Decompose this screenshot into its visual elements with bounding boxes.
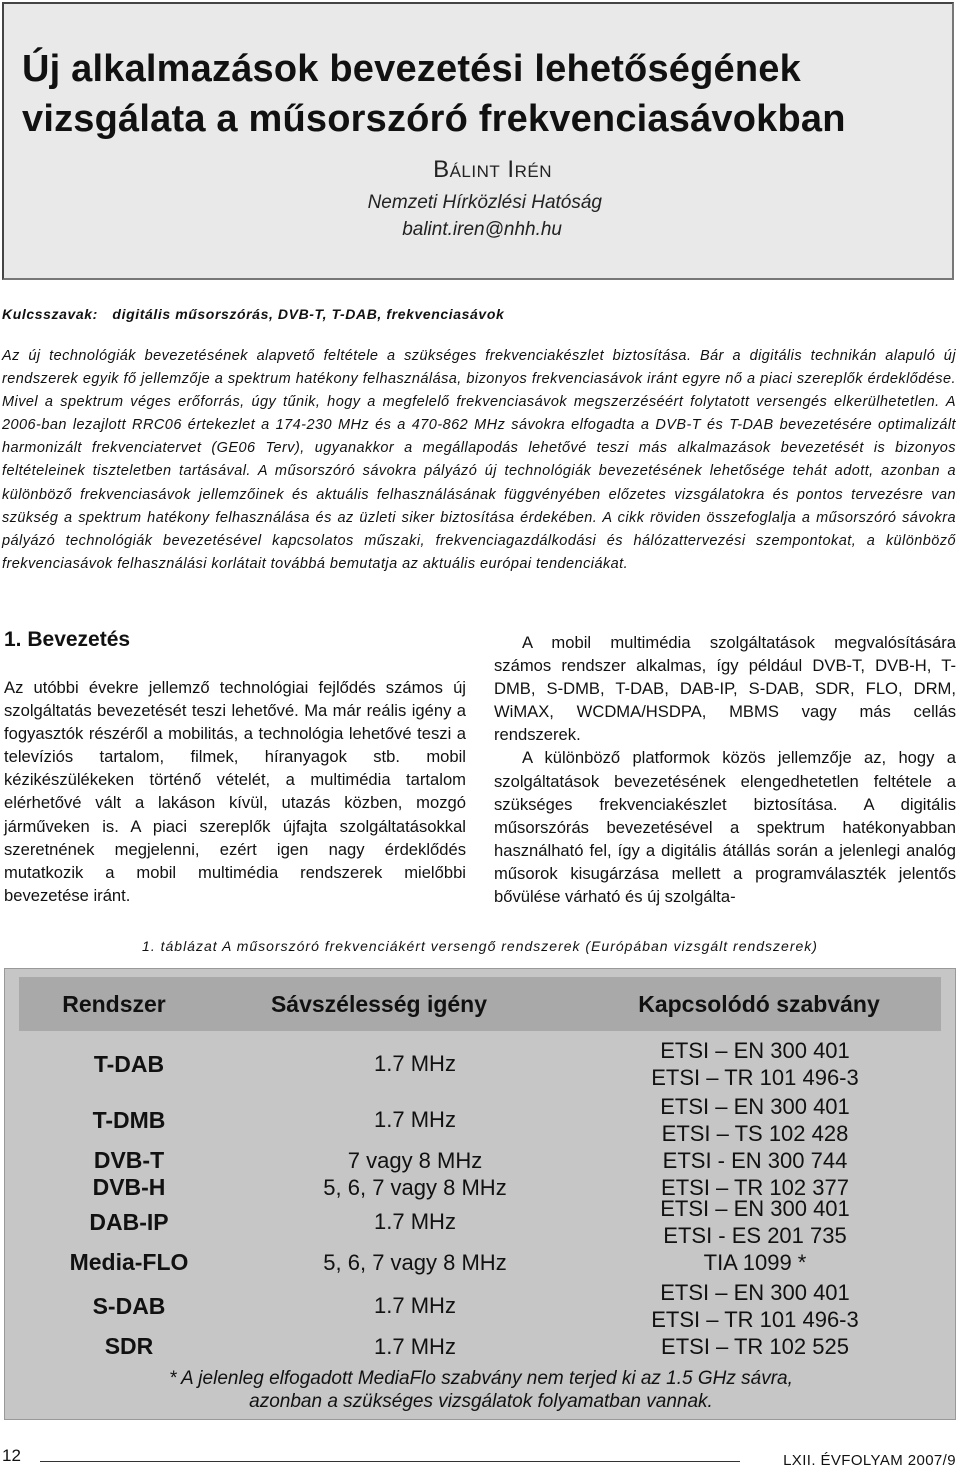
- table-footnote: [5, 1367, 957, 1413]
- table-caption: 1. táblázat A műsorszóró frekvenciákért versengő rendszerek (Európában vizsgált rendszerek): [142, 938, 818, 954]
- page-number: 12: [2, 1446, 21, 1465]
- table-row-system: DAB-IP: [89, 1209, 169, 1235]
- author-email: balint.iren@nhh.hu: [402, 219, 562, 240]
- table-row-system: DVB-T: [93, 1147, 165, 1173]
- table-row-standard: [565, 1249, 945, 1276]
- table-row-standard: [565, 1333, 945, 1360]
- table-row-bandwidth: 1.7 MHz: [374, 1107, 456, 1132]
- author-name: Bálint Irén: [433, 156, 552, 183]
- table-row-bandwidth: 1.7 MHz: [374, 1293, 456, 1318]
- keywords-label: Kulcsszavak:: [2, 306, 98, 322]
- systems-table: [4, 968, 956, 1420]
- standard-line: ETSI – EN 300 401: [660, 1094, 850, 1119]
- standard-line: ETSI – EN 300 401: [660, 1038, 850, 1063]
- standard-line: ETSI - ES 201 735: [663, 1223, 847, 1248]
- author-affiliation: Nemzeti Hírközlési Hatóság: [367, 192, 602, 213]
- table-row-standard: [565, 1037, 945, 1091]
- header-standard: Kapcsolódó szabvány: [638, 991, 880, 1017]
- right-paragraph-1: A mobil multimédia szolgáltatások megvalósítására számos rendszer alkalmas, így például DVB-T, DVB-H, T-DMB, S-DMB, T-DAB, DAB-IP, S-DAB, SDR, FLO, DRM, WiMAX, WCDMA/HSDPA, MBMS vagy más cellás rendszerek.: [494, 633, 956, 745]
- title-line-2: vizsgálata a műsorszóró frekvenciasávokban: [22, 98, 846, 140]
- intro-paragraph: Az utóbbi évekre jellemző technológiai fejlődés számos új szolgáltatás bevezetését teszi lehetővé. Ma már reális igény a fogyasztók részéről a mobilitás, a technológia lehetővé teszi a televíziós tartalom, filmek, híranyagok stb. mobil kézikészülékeken történő vételét, a multimédia tartalom elérhetővé vált a lakáson kívül, utazás közben, mozgó járműveken is. A piaci szereplők újfajta szolgáltatásokkal szeretnének megjelenni, ezért igen nagy érdeklődés mutatkozik a mobil multimédia rendszerek mielőbbi bevezetése iránt.: [4, 678, 466, 905]
- journal-issue: LXII. ÉVFOLYAM 2007/9: [783, 1452, 956, 1469]
- standard-line: ETSI – TR 102 377: [661, 1175, 849, 1200]
- footnote-line-1: * A jelenleg elfogadott MediaFlo szabvány nem terjed ki az 1.5 GHz sávra,: [169, 1368, 793, 1389]
- table-row-bandwidth: 1.7 MHz: [374, 1051, 456, 1076]
- table-header: [19, 977, 941, 1031]
- table-row-system: T-DMB: [92, 1107, 166, 1133]
- table-row-bandwidth: 1.7 MHz: [374, 1334, 456, 1359]
- keywords-value: digitális műsorszórás, DVB-T, T-DAB, frekvenciasávok: [112, 306, 505, 322]
- table-row-system: SDR: [104, 1333, 154, 1359]
- abstract: Az új technológiák bevezetésének alapvető feltétele a szükséges frekvenciakészlet biztosítása. Bár a digitális technikán alapuló új rendszerek egyik fő jellemzője a spektrum hatékony felhasználása, bizonyos frekvenciasávok iránt egyre nő a piaci szereplők érdeklődése. Mivel a spektrum véges erőforrás, úgy tűnik, hogy a megfelelő frekvenciasávok megszerzéséért folytatott versengés elkerülhetetlen. A 2006-ban lezajlott RRC06 értekezlet a 174-230 MHz és a 470-862 MHz sávokra elfogadta a DVB-T és T-DAB bevezetésére optimalizált harmonizált frekvenciatervet (GE06 Terv), ugyanakkor a megállapodás lehetővé teszi más alkalmazások bevezetését is bizonyos feltételeinek tiszteletben tartásával. A műsorszóró sávokra pályázó új technológiák bevezetésének lehetősége tehát adott, azonban a különböző frekvenciasávok jellemzőinek és aktuális felhasználásának függvényében előzetes vizsgálatokra és pontos tervezésre van szükség a spektrum hatékony felhasználása és az üzleti siker biztosítása érdekében. A cikk röviden összefoglalja a műsorszóró sávokra pályázó technológiák bevezetésével kapcsolatos műszaki, frekvenciagazdálkodási és hálózattervezési szempontokat, a különböző frekvenciasávok felhasználási korlátait továbbá bemutatja az aktuális európai tendenciákat.: [2, 348, 956, 572]
- standard-line: ETSI – TS 102 428: [661, 1121, 849, 1146]
- standard-line: ETSI – TR 101 496-3: [651, 1307, 859, 1332]
- table-row-system: T-DAB: [93, 1051, 165, 1077]
- table-row-bandwidth: 5, 6, 7 vagy 8 MHz: [323, 1175, 507, 1200]
- paper-title: [22, 44, 942, 144]
- table-row-system: DVB-H: [92, 1174, 166, 1200]
- standard-line: ETSI – EN 300 401: [660, 1280, 850, 1305]
- standard-line: ETSI – TR 102 525: [661, 1334, 849, 1359]
- standard-line: ETSI – EN 300 401: [660, 1196, 850, 1221]
- table-row-standard: [565, 1147, 945, 1174]
- standard-line: TIA 1099 *: [703, 1250, 807, 1275]
- keywords: [2, 306, 504, 322]
- table-row-standard: [565, 1195, 945, 1249]
- table-row-bandwidth: 1.7 MHz: [374, 1209, 456, 1234]
- header-system: Rendszer: [62, 991, 166, 1017]
- footnote-line-2: azonban a szükséges vizsgálatok folyamatban vannak.: [249, 1391, 713, 1412]
- standard-line: ETSI - EN 300 744: [662, 1148, 848, 1173]
- table-row-system: S-DAB: [92, 1293, 166, 1319]
- section-heading: 1. Bevezetés: [4, 628, 131, 651]
- table-row-standard: [565, 1093, 945, 1147]
- left-column: [4, 676, 466, 907]
- right-paragraph-2: A különböző platformok közös jellemzője az, hogy a szolgáltatások bevezetésének elengedhetetlen feltétele a szükséges frekvenciakészlet biztosítása. A digitális műsorszórás bevezetésével a spektrum hatékonyabban használható fel, így a digitális átállás során a jelenlegi analóg műsorok kisugárzása mellett a programválaszték jelentős bővülése várható és új szolgálta-: [494, 748, 956, 907]
- table-row-standard: [565, 1279, 945, 1333]
- table-row-system: Media-FLO: [69, 1249, 189, 1275]
- title-line-1: Új alkalmazások bevezetési lehetőségének: [22, 48, 801, 90]
- title-box: [2, 2, 954, 280]
- header-bandwidth: Sávszélesség igény: [270, 991, 488, 1017]
- standard-line: ETSI – TR 101 496-3: [651, 1065, 859, 1090]
- footer-rule: [40, 1461, 740, 1462]
- table-row-bandwidth: 7 vagy 8 MHz: [347, 1148, 483, 1173]
- right-column: [494, 631, 956, 908]
- table-row-bandwidth: 5, 6, 7 vagy 8 MHz: [323, 1250, 507, 1275]
